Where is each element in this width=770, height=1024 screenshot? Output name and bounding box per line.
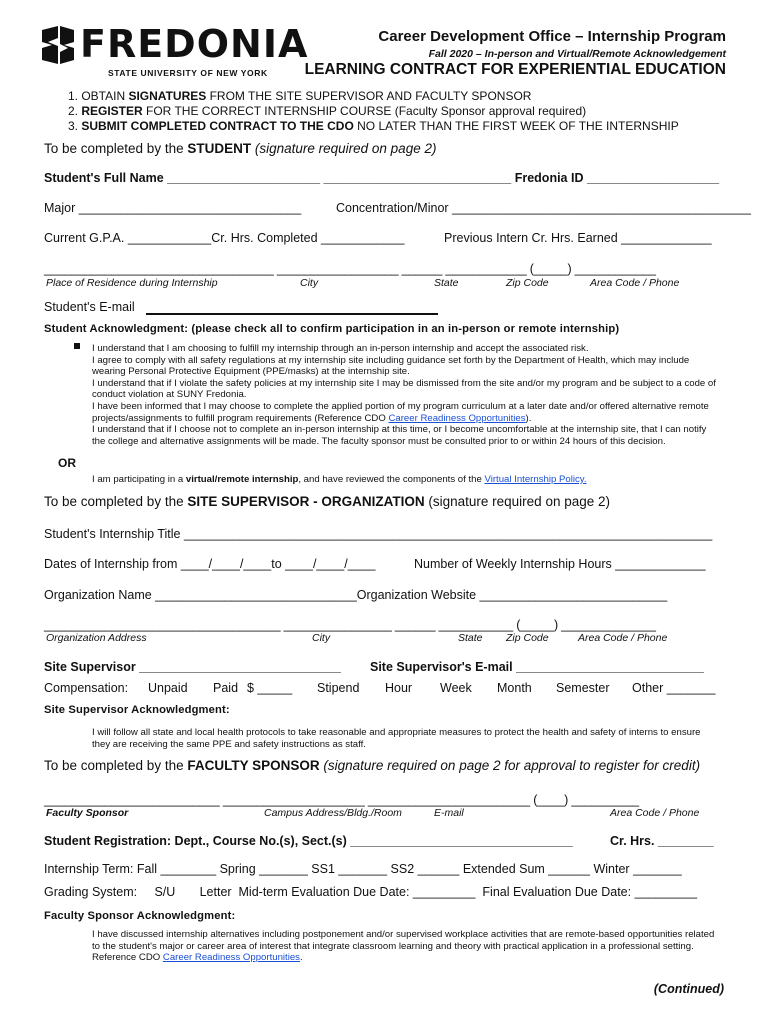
compensation-other-field[interactable]: Other _______ [632,681,716,695]
internship-term-field[interactable]: Internship Term: Fall ________ Spring _______ SS1 _______ SS2 ______ Extended Sum ______ Winter _______ [44,862,682,876]
caption-phone: Area Code / Phone [590,277,680,289]
caption-state: State [434,277,459,289]
weekly-hours-field[interactable]: Number of Weekly Internship Hours _____________ [414,557,706,571]
header-title: LEARNING CONTRACT FOR EXPERIENTIAL EDUCATION [304,61,726,78]
logo-wordmark: FREDONIA [80,22,309,66]
caption-org-zip: Zip Code [506,632,549,644]
residence-address-field[interactable]: __________________________________ __________________ ______ ____________ (_____) ____________ [44,262,656,276]
student-ack-heading: Student Acknowledgment: (please check all to confirm participation in an in-person or remote internship) [44,323,620,335]
header-office: Career Development Office – Internship Program [378,28,726,45]
compensation-unpaid[interactable]: Unpaid [148,681,188,695]
in-person-checkbox[interactable] [74,343,80,349]
career-readiness-link[interactable]: Career Readiness Opportunities [388,412,526,424]
instruction-2: 2. REGISTER FOR THE CORRECT INTERNSHIP COURSE (Faculty Sponsor approval required) [68,104,587,118]
faculty-ack-text: I have discussed internship alternatives including postponement and/or supervised workplace activities that are remote-based opportunities related to the student's major or career area of interest that integrate classroom learning and theory with practical application in a professional setting. Reference CDO Career Readiness Opportunities. [92,929,715,964]
organization-address-field[interactable]: ___________________________________ ________________ ______ ___________ (_____) ______________ [44,618,656,632]
compensation-amount-field[interactable]: $ _____ [247,681,293,695]
organization-name-field[interactable]: Organization Name _____________________________Organization Website ___________________________ [44,588,668,602]
credit-hours-field[interactable]: Cr. Hrs. ________ [610,834,714,848]
student-section-heading: To be completed by the STUDENT (signature required on page 2) [44,141,437,156]
student-email-label: Student's E-mail [44,300,135,314]
caption-campus-address: Campus Address/Bldg./Room [264,807,402,819]
virtual-internship-option[interactable]: I am participating in a virtual/remote internship, and have reviewed the components of the Virtual Internship Policy. [92,474,587,485]
compensation-month[interactable]: Month [497,681,532,695]
faculty-career-readiness-link[interactable]: Career Readiness Opportunities [162,952,300,964]
caption-zip: Zip Code [506,277,549,289]
caption-residence: Place of Residence during Internship [46,277,218,289]
site-ack-heading: Site Supervisor Acknowledgment: [44,704,230,716]
virtual-internship-policy-link[interactable]: Virtual Internship Policy. [484,474,587,485]
compensation-semester[interactable]: Semester [556,681,610,695]
caption-org-address: Organization Address [46,632,147,644]
previous-intern-credits-field[interactable]: Previous Intern Cr. Hrs. Earned _____________ [444,231,712,245]
compensation-paid[interactable]: Paid [213,681,239,695]
faculty-sponsor-line-field[interactable]: __________________________ _____________________ ________________________ (____) __________ [44,793,639,807]
site-section-heading: To be completed by the SITE SUPERVISOR - ORGANIZATION (signature required on page 2) [44,494,610,509]
instruction-1: 1. OBTAIN SIGNATURES FROM THE SITE SUPERVISOR AND FACULTY SPONSOR [68,89,532,103]
logo-subtitle: STATE UNIVERSITY OF NEW YORK [108,68,268,78]
grading-system-field[interactable]: Grading System: S/U Letter Mid-term Evaluation Due Date: _________ Final Evaluation Due Date: _________ [44,885,698,899]
compensation-week[interactable]: Week [440,681,472,695]
caption-faculty-email: E-mail [434,807,464,819]
caption-org-state: State [458,632,483,644]
caption-org-city: City [312,632,331,644]
header-term: Fall 2020 – In-person and Virtual/Remote Acknowledgement [428,48,726,60]
student-full-name-field[interactable]: Student's Full Name ______________________ ___________________________ Fredonia ID ___________________ [44,171,720,185]
major-field[interactable]: Major ________________________________ [44,201,302,215]
site-supervisor-email-field[interactable]: Site Supervisor's E-mail ___________________________ [370,660,704,674]
compensation-stipend[interactable]: Stipend [317,681,360,695]
compensation-label: Compensation: [44,681,129,695]
compensation-hour[interactable]: Hour [385,681,413,695]
student-registration-field[interactable]: Student Registration: Dept., Course No.(s), Sect.(s) ________________________________ [44,834,573,848]
site-ack-text: I will follow all state and local health protocols to take reasonable and appropriate measures to protect the health and safety of interns to ensure they are receiving the same PPE and safety instructions as staff. [92,727,701,750]
caption-org-phone: Area Code / Phone [578,632,668,644]
student-ack-text: I understand that I am choosing to fulfill my internship through an in-person internship and accept the associated risk. I agree to comply with all safety regulations at my internship site including guidance set forth by the Department of Health, which may include wearing Personal Protective Equipment (PPE/masks) at the internship site. I understand that if I violate the safety policies at my internship site I may be dismissed from the site and/or my program and be subject to a code of conduct violation at SUNY Fredonia. I have been informed that I may choose to complete the applied portion of my program curriculum at a later date and/or offered alternative remote projects/assignments to fulfill program requirements (Reference CDO Career Readiness Opportunities). I understand that if I choose not to complete an in-person internship at this time, or I become uncomfortable at the internship site, that I can notify the college and alternative assignments will be made. The faculty sponsor must be consulted prior to or within 24 hours of this decision. [92,343,716,447]
caption-faculty-sponsor: Faculty Sponsor [46,807,129,819]
or-label: OR [58,456,76,470]
fredonia-logo-icon [42,26,74,64]
faculty-ack-heading: Faculty Sponsor Acknowledgment: [44,910,236,922]
continued-label: (Continued) [653,982,724,996]
faculty-section-heading: To be completed by the FACULTY SPONSOR (signature required on page 2 for approval to register for credit) [44,758,701,773]
caption-faculty-phone: Area Code / Phone [610,807,700,819]
internship-dates-field[interactable]: Dates of Internship from ____/____/____to ____/____/____ [44,557,376,571]
gpa-credits-field[interactable]: Current G.P.A. ____________Cr. Hrs. Completed ____________ [44,231,405,245]
concentration-field[interactable]: Concentration/Minor ___________________________________________ [336,201,751,215]
caption-city: City [300,277,319,289]
site-supervisor-field[interactable]: Site Supervisor _____________________________ [44,660,341,674]
student-email-field[interactable] [146,313,438,315]
instruction-3: 3. SUBMIT COMPLETED CONTRACT TO THE CDO NO LATER THAN THE FIRST WEEK OF THE INTERNSHIP [68,119,679,133]
internship-title-field[interactable]: Student's Internship Title ____________________________________________________________________________ [44,527,713,541]
